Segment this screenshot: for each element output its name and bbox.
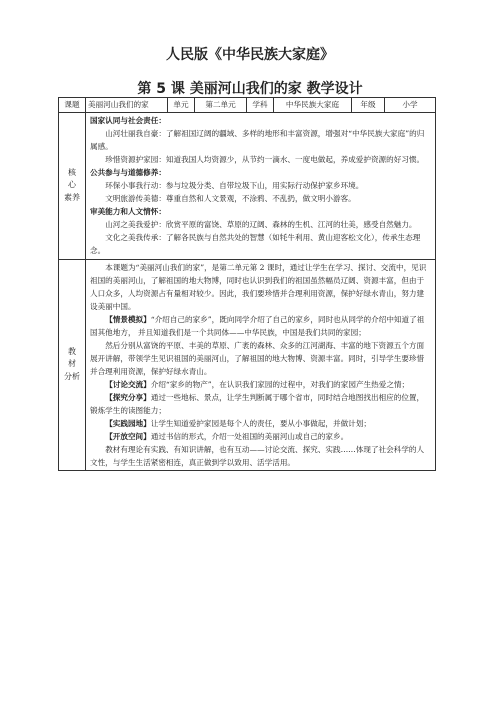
- literacy-paragraph: 环保小事我行动：参与垃圾分类、自带垃圾下山，用实际行动保护家乡环境。: [105, 181, 364, 191]
- activity-text: “介绍自己的家乡”，既向同学介绍了自己的家乡，同时也从同学的介绍中知道了祖国其他地方， 并且知道我们是一个共同体——中华民族，中国是我们共同的家园；: [90, 314, 425, 337]
- subject-label: 学科: [247, 98, 274, 113]
- core-literacy-content: [86, 113, 436, 260]
- analysis-row: [59, 259, 436, 471]
- grade-label: 年级: [352, 98, 385, 113]
- analysis-paragraph: [90, 417, 431, 430]
- analysis-paragraph: [90, 391, 431, 417]
- activity-tag: 【讨论交流】: [105, 379, 151, 389]
- unit-label: 单元: [168, 98, 195, 113]
- grade-value: 小学: [385, 98, 436, 113]
- activity-tag: 【实践园地】: [105, 419, 151, 429]
- literacy-paragraph: 文明旅游传美德：尊重自然和人文景观，不涂鸦、不乱扔，做文明小游客。: [105, 194, 356, 204]
- literacy-row: [59, 113, 436, 260]
- activity-text: 让学生知道爱护家园是每个人的责任，要从小事做起，并做计划；: [150, 419, 371, 429]
- literacy-paragraph: 珍惜资源护家园：知道我国人均资源少，从节约一滴水、一度电做起，养成爱护资源的好习惯。: [105, 155, 425, 165]
- unit-value: 第二单元: [195, 98, 247, 113]
- activity-tag: 【开放空间】: [105, 432, 151, 442]
- lesson-plan-table: [58, 97, 436, 471]
- analysis-paragraph: [90, 313, 431, 339]
- analysis-paragraph: 然后分别从富饶的平原、丰美的草原、广袤的森林、众多的江河湖海、丰富的地下资源五个方面展开讲解，带领学生见识祖国的美丽河山，了解祖国的地大物博、资源丰富。同时，引导学生要珍惜并合理利用资源，保护好绿水青山。: [90, 340, 425, 376]
- literacy-paragraph: 山河之美我爱护：欣赏平原的富饶、草原的辽阔、森林的生机、江河的壮美，感受自然魅力。: [105, 220, 417, 230]
- activity-tag: 【探究分享】: [105, 392, 151, 402]
- section-heading: 国家认同与社会责任：: [90, 116, 166, 125]
- analysis-paragraph: 教材有理论有实践、有知识讲解，也有互动——讨论交流、探究、实践……体现了社会科学的人文性，与学生生活紧密相连，真正做到学以致用、活学活用。: [90, 445, 425, 468]
- topic-value: 美丽河山我们的家: [86, 98, 168, 113]
- document-subtitle: 第 5 课 美丽河山我们的家 教学设计: [137, 81, 363, 97]
- activity-text: 通过书信的形式，介绍一处祖国的美丽河山或自己的家乡。: [150, 432, 349, 442]
- textbook-analysis-label-line2: 分析: [64, 372, 80, 382]
- textbook-analysis-label-line1: 教 材: [68, 346, 76, 369]
- analysis-paragraph: [90, 378, 431, 391]
- topic-label: 课题: [59, 98, 86, 113]
- section-heading: 公共参与与道德修养：: [90, 168, 166, 178]
- textbook-analysis-label: [59, 259, 86, 471]
- header-row: [59, 98, 436, 113]
- document-title: 人民版《中华民族大家庭》: [166, 47, 334, 63]
- textbook-analysis-content: [86, 259, 436, 471]
- activity-tag: 【情景模拟】: [105, 314, 151, 324]
- subject-value: 中华民族大家庭: [274, 98, 352, 113]
- core-literacy-label-line1: 核 心: [68, 167, 76, 190]
- activity-text: 通过一些地标、景点，让学生判断属于哪个省市，同时结合地图找出相应的位置，锻炼学生的读图能力；: [90, 392, 425, 416]
- literacy-paragraph: 山河壮丽我自豪：了解祖国辽阔的疆域、多样的地形和丰富资源，增强对“中华民族大家庭”的归属感。: [90, 129, 425, 152]
- section-heading: 审美能力和人文情怀：: [90, 207, 166, 217]
- analysis-paragraph: 本课题为“美丽河山我们的家”，是第二单元第 2 课时，通过让学生在学习、探讨、交流中，见识祖国的美丽河山，了解祖国的地大物博，同时也认识到我们的祖国虽然幅员辽阔、资源丰富，但由于人口众多，人均资源占有量相对较少。因此，我们要珍惜并合理利用资源，保护好绿水青山，努力建设美丽中国。: [90, 262, 427, 311]
- core-literacy-label-line2: 素养: [64, 193, 80, 203]
- analysis-paragraph: [90, 430, 431, 443]
- literacy-paragraph: 文化之美我传承：了解各民族与自然共处的智慧（如牦牛利用、黄山迎客松文化），传承生态理念。: [90, 233, 421, 256]
- core-literacy-label: [59, 113, 86, 260]
- activity-text: 介绍“家乡的物产”，在认识我们家园的过程中，对我们的家园产生热爱之情；: [150, 379, 410, 389]
